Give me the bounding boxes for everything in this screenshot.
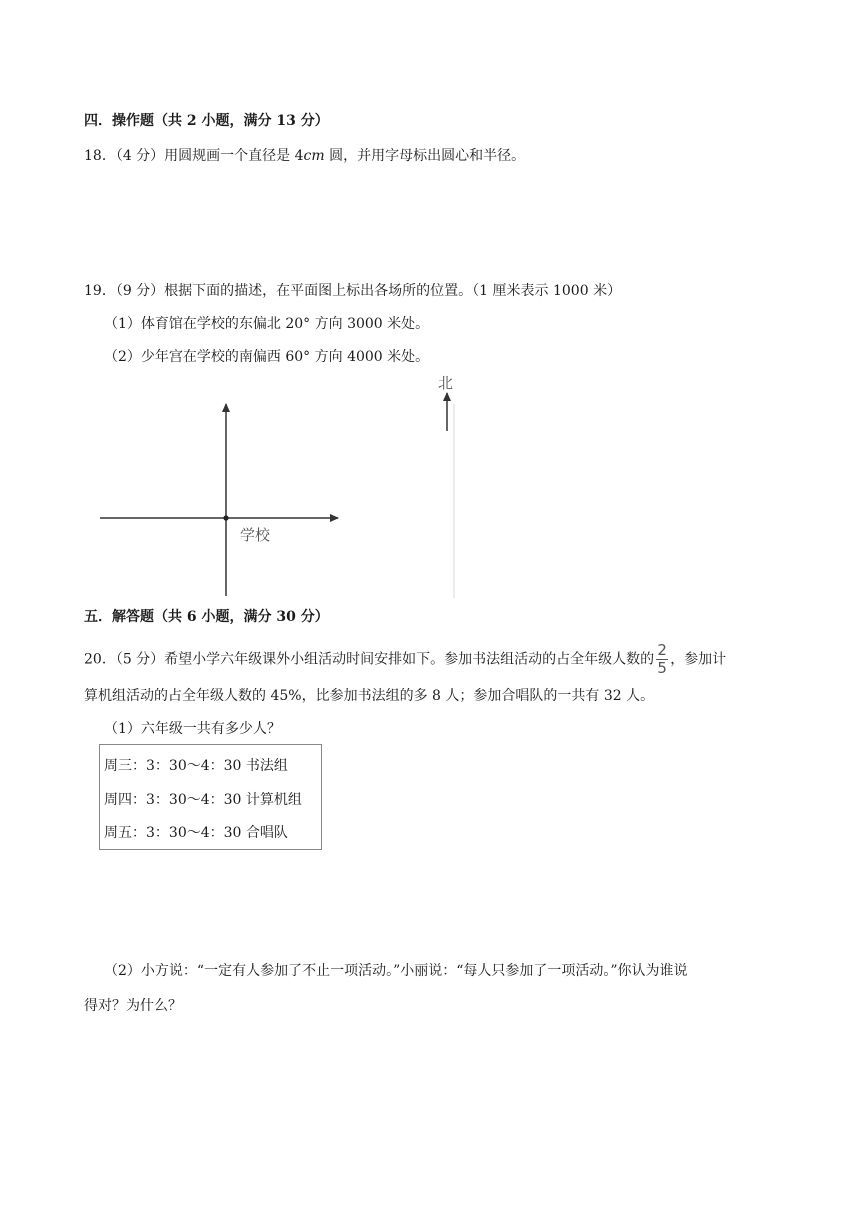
question-20-sub-2-line-2: 得对？为什么？ (84, 998, 182, 1014)
fraction-denominator: 5 (657, 659, 667, 677)
fraction-numerator: 2 (657, 641, 667, 659)
question-18-number: 18． (84, 148, 116, 164)
question-19-sub-1: （1）体育馆在学校的东偏北 20° 方向 3000 米处。 (104, 316, 430, 332)
question-20-line-1 (84, 643, 726, 676)
question-19-text: （9 分）根据下面的描述，在平面图上标出各场所的位置。（1 厘米表示 1000 米） (115, 283, 622, 299)
question-19-number: 19． (84, 283, 116, 299)
question-18-text-before: （4 分）用圆规画一个直径是 4 (115, 148, 304, 164)
question-20-text-line-1: （5 分）希望小学六年级课外小组活动时间安排如下。参加书法组活动的占全年级人数的 (115, 651, 655, 668)
question-20-sub-1: （1）六年级一共有多少人？ (104, 721, 281, 737)
schedule-row: 周五：3：30～4：30 合唱队 (104, 825, 288, 841)
question-20-number: 20． (84, 651, 116, 668)
origin-label: 学校 (240, 526, 271, 544)
question-19 (84, 280, 621, 300)
question-20-text-line-1-after: ，参加计 (670, 651, 727, 668)
origin-point (223, 515, 228, 520)
question-20-text-line-2: 算机组活动的占全年级人数的 45%，比参加书法组的多 8 人；参加合唱队的一共有 32 人。 (84, 688, 655, 704)
schedule-row: 周三：3：30～4：30 书法组 (104, 758, 288, 774)
compass-diagram (100, 374, 460, 598)
question-18-unit: cm (303, 148, 325, 164)
north-label: 北 (438, 374, 454, 392)
schedule-row: 周四：3：30～4：30 计算机组 (104, 792, 302, 808)
section-5-title: 五．解答题（共 6 小题，满分 30 分） (84, 609, 329, 625)
question-19-sub-2: （2）少年宫在学校的南偏西 60° 方向 4000 米处。 (104, 349, 430, 365)
question-18 (84, 145, 525, 165)
schedule-box (99, 744, 322, 850)
question-20-sub-2-line-1: （2）小方说：“一定有人参加了不止一项活动。”小丽说：“每人只参加了一项活动。”你认为谁说 (104, 963, 688, 979)
section-4-title: 四．操作题（共 2 小题，满分 13 分） (84, 113, 329, 129)
question-18-text-after: 圆，并用字母标出圆心和半径。 (324, 148, 526, 164)
fraction-two-fifths (656, 643, 668, 676)
